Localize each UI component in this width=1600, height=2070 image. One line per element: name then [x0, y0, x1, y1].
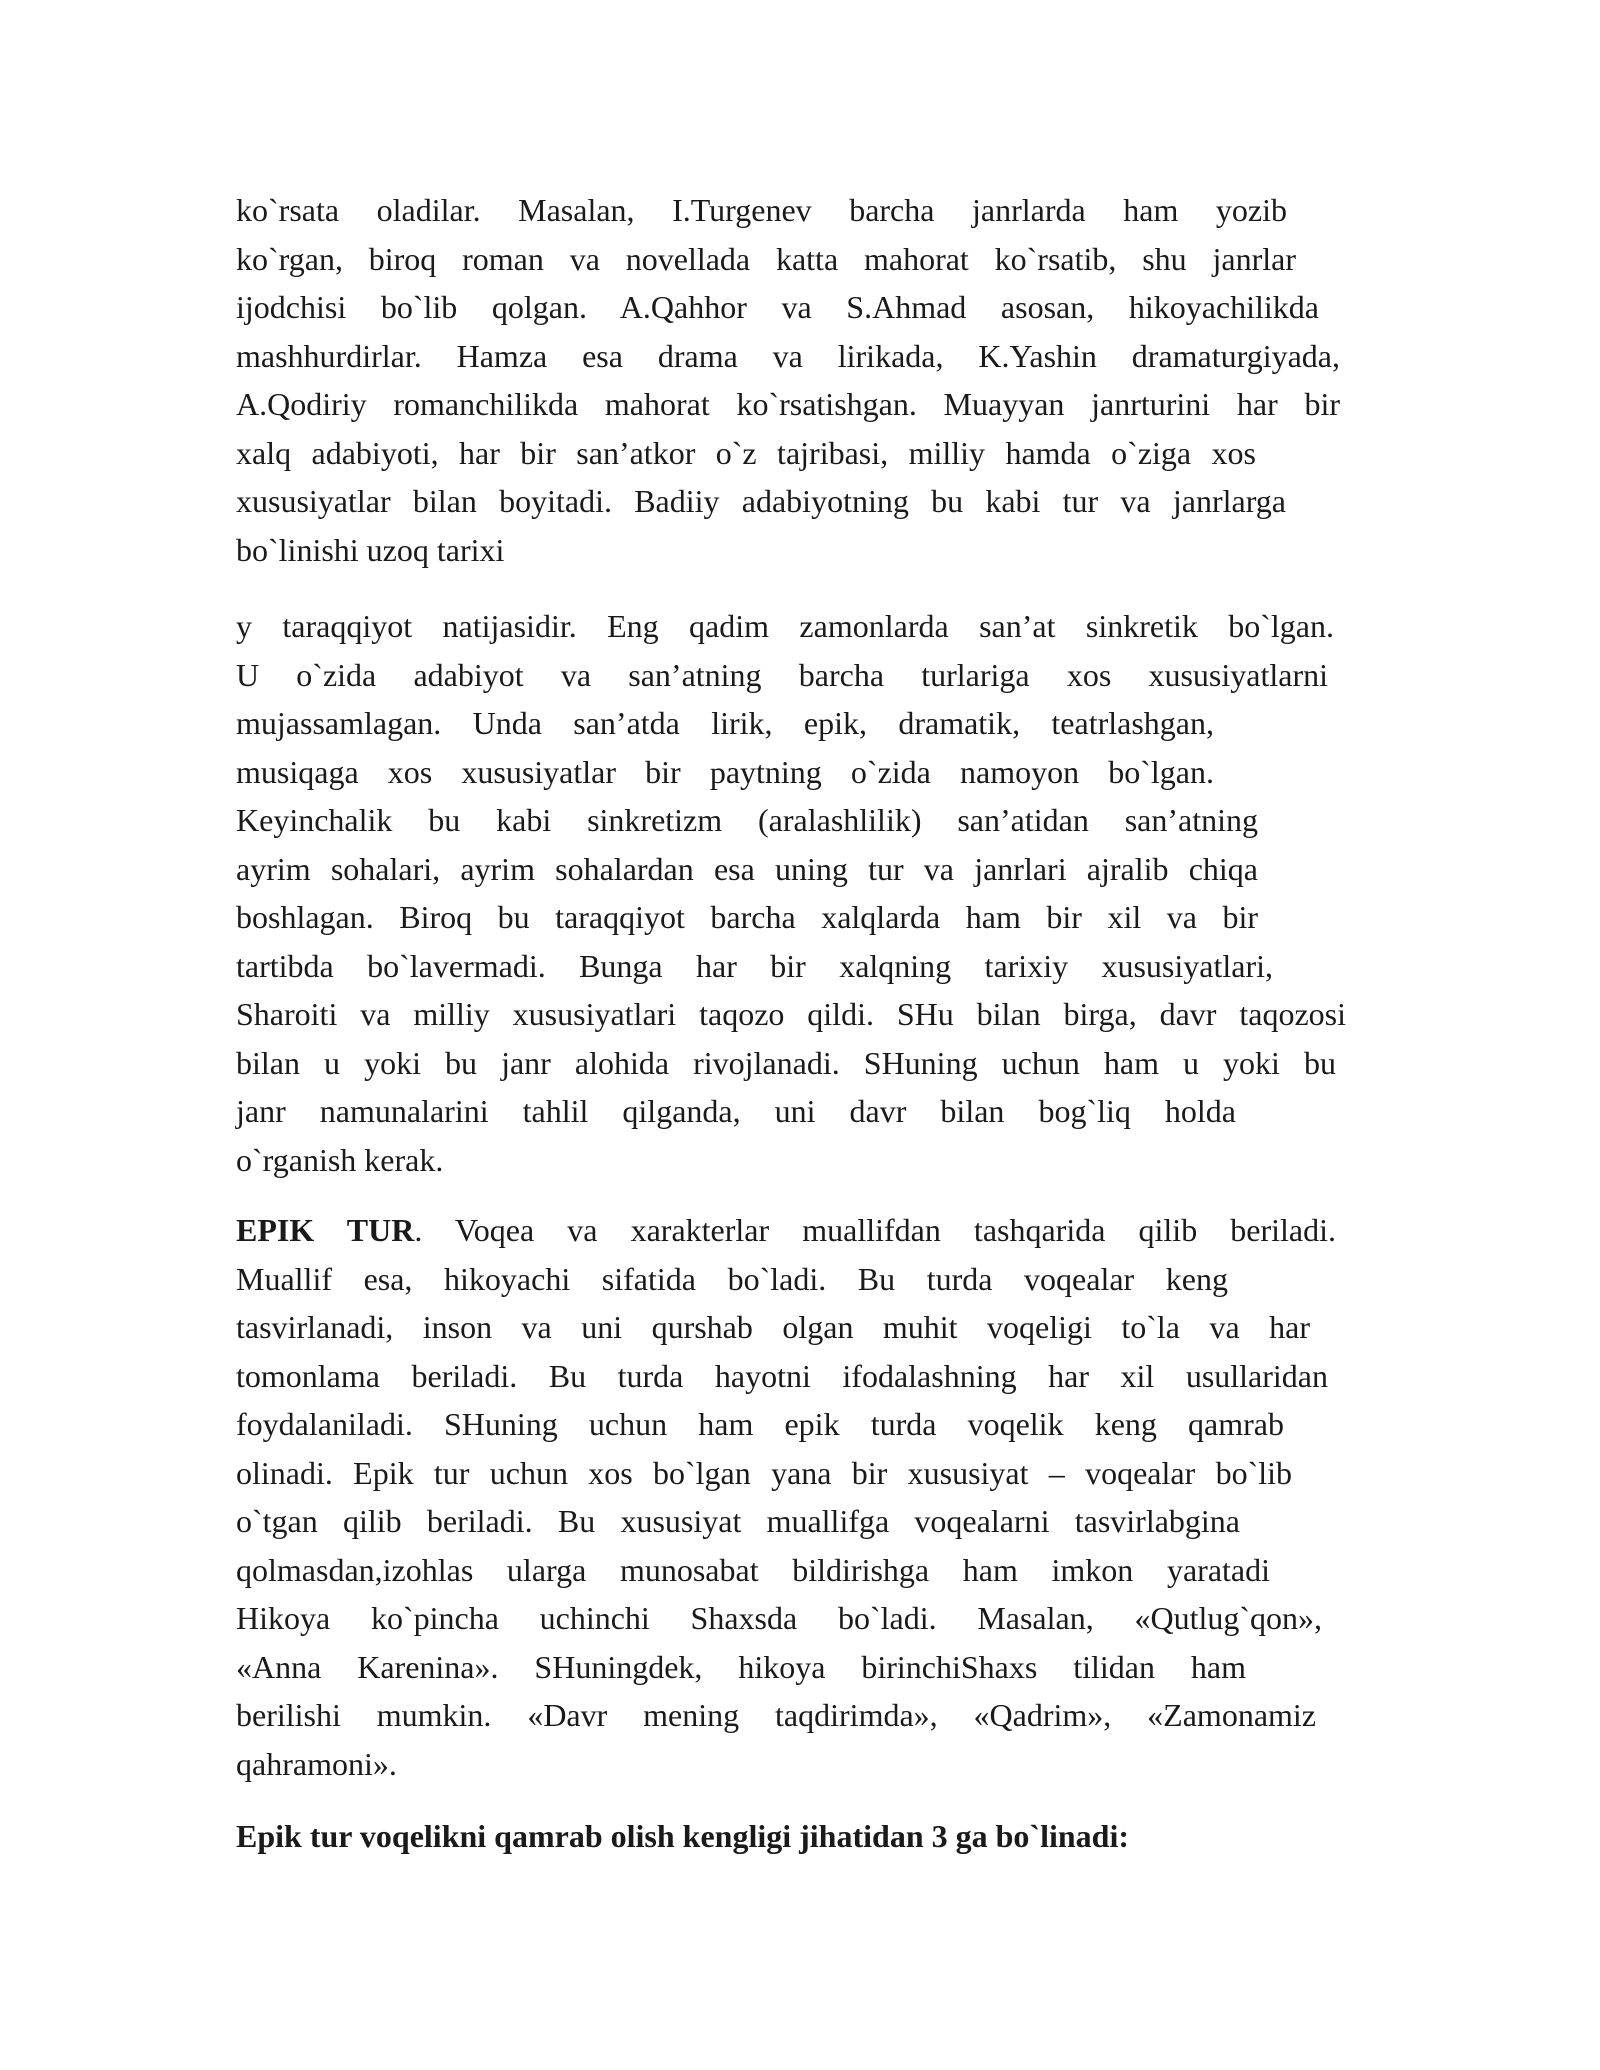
text-line: olinadi. Epik tur uchun xos bo`lgan yana bir xususiyat – voqealar bo`lib: [236, 1454, 1292, 1491]
text-line: y taraqqiyot natijasidir. Eng qadim zamonlarda san’at sinkretik bo`lgan.: [236, 608, 1334, 644]
epic-division-heading: Epik tur voqelikni qamrab olish kengligi jihatidan 3 ga bo`linadi:: [236, 1818, 1129, 1854]
text-line: boshlagan. Biroq bu taraqqiyot barcha xalqlarda ham bir xil va bir: [236, 899, 1258, 935]
text-line: xalq adabiyoti, har bir san’atkor o`z tajribasi, milliy hamda o`ziga xos: [236, 434, 1256, 471]
text-line: Keyinchalik bu kabi sinkretizm (aralashlilik) san’atidan san’atning: [236, 802, 1258, 838]
epic-term: EPIK TUR: [236, 1212, 415, 1248]
text-line: ko`rsata oladilar. Masalan, I.Turgenev barcha janrlarda ham yozib: [236, 192, 1287, 228]
text-line: ayrim sohalari, ayrim sohalardan esa uning tur va janrlari ajralib chiqa: [236, 850, 1258, 887]
text-line: tartibda bo`lavermadi. Bunga har bir xalqning tarixiy xususiyatlari,: [236, 947, 1273, 984]
text-line: janr namunalarini tahlil qilganda, uni davr bilan bog`liq holda: [236, 1093, 1236, 1129]
text-line: foydalaniladi. SHuning uchun ham epik turda voqelik keng qamrab: [236, 1406, 1284, 1442]
text-line: tomonlama beriladi. Bu turda hayotni ifodalashning har xil usullaridan: [236, 1357, 1328, 1394]
text-line: bilan u yoki bu janr alohida rivojlanadi. SHuning uchun ham u yoki bu: [236, 1044, 1336, 1081]
text-line: ko`rgan, biroq roman va novellada katta mahorat ko`rsatib, shu janrlar: [236, 240, 1296, 277]
paragraph-epic-genre: [236, 1206, 1366, 1788]
text-line-lead: [236, 1206, 1336, 1255]
text-line: bo`linishi uzoq tarixi: [236, 531, 505, 568]
text-line: Muallif esa, hikoyachi sifatida bo`ladi. Bu turda voqealar keng: [236, 1260, 1228, 1297]
text-line: Sharoiti va milliy xususiyatlari taqozo qildi. SHu bilan birga, davr taqozosi: [236, 996, 1346, 1032]
text-line: ijodchisi bo`lib qolgan. A.Qahhor va S.Ahmad asosan, hikoyachilikda: [236, 289, 1319, 325]
text-line: Hikoya ko`pincha uchinchi Shaxsda bo`ladi. Masalan, «Qutlug`qon»,: [236, 1600, 1322, 1636]
text-line: xususiyatlar bilan boyitadi. Badiiy adabiyotning bu kabi tur va janrlarga: [236, 483, 1286, 519]
text-line: o`tgan qilib beriladi. Bu xususiyat muallifga voqealarni tasvirlabgina: [236, 1503, 1240, 1539]
text-line: mashhurdirlar. Hamza esa drama va lirikada, K.Yashin dramaturgiyada,: [236, 337, 1340, 374]
text-line: A.Qodiriy romanchilikda mahorat ko`rsatishgan. Muayyan janrturini har bir: [236, 386, 1340, 422]
text-line: o`rganish kerak.: [236, 1141, 444, 1178]
text-line: mujassamlagan. Unda san’atda lirik, epik, dramatik, teatrlashgan,: [236, 705, 1214, 741]
epic-definition: . Voqea va xarakterlar muallifdan tashqarida qilib beriladi.: [414, 1212, 1337, 1248]
text-line: «Anna Karenina». SHuningdek, hikoya birinchiShaxs tilidan ham: [236, 1648, 1246, 1685]
text-line: qolmasdan,izohlas ularga munosabat bildirishga ham imkon yaratadi: [236, 1551, 1270, 1588]
text-line: U o`zida adabiyot va san’atning barcha turlariga xos xususiyatlarni: [236, 656, 1328, 693]
text-line: tasvirlanadi, inson va uni qurshab olgan muhit voqeligi to`la va har: [236, 1309, 1310, 1345]
section-heading: [236, 1812, 1366, 1861]
text-line: musiqaga xos xususiyatlar bir paytning o`zida namoyon bo`lgan.: [236, 753, 1214, 790]
paragraph-genres: [236, 186, 1366, 574]
paragraph-syncretism: [236, 602, 1366, 1184]
text-line: qahramoni».: [236, 1745, 397, 1782]
text-line: berilishi mumkin. «Davr mening taqdirimda», «Qadrim», «Zamonamiz: [236, 1697, 1316, 1733]
